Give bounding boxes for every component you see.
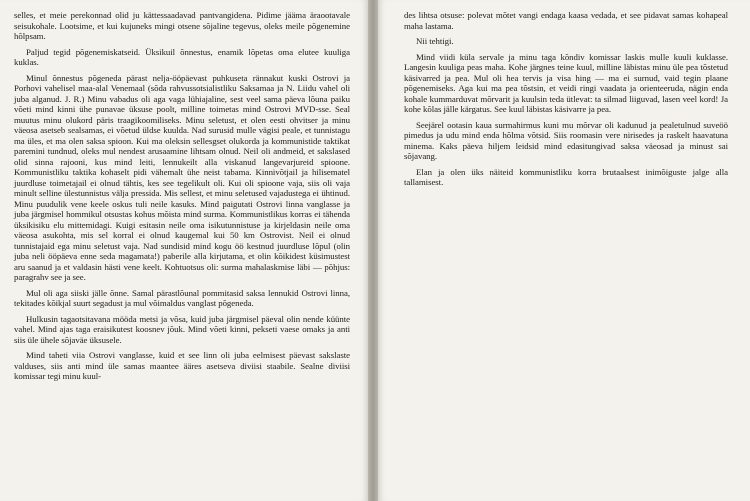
- left-paragraph-4: Mul oli aga siiski jälle õnne. Samal pärastlõunal pommitasid saksa lennukid Ostrovi linna, tekitades kõikjal suurt segadust ja mul võimaldus vanglast põgeneda.: [14, 287, 350, 308]
- right-paragraph-2: Nii tehtigi.: [416, 36, 454, 46]
- left-page: [0, 0, 368, 501]
- right-paragraph-1: des lihtsa otsuse: polevat mõtet vangi endaga kaasa vedada, et see pidavat samas kohapeal maha lastama.: [404, 10, 728, 31]
- right-paragraph-4: Seejärel ootasin kaua surmahirmus kuni mu mõrvar oli kadunud ja pealetulnud suveöö pimedus ja udu mind enda hõlma võtsid. Siis roomasin vere nirisedes ja raskelt haavatuna minema. Kaks päeva hiljem leidsid mind edasitungivad saksa väeosad ja minust sai sõjavang.: [404, 119, 728, 161]
- right-paragraph-3: Mind viidi küla servale ja minu taga kõndiv komissar laskis mulle kuuli kuklasse. Langesin kuuliga peas maha. Kohe järgnes teine kuul, milline läbistas minu üle pea tõstetud käsivarred ja pea. Mul oli hea tervis ja visa hing — ma ei surnud, vaid tegin plaane põgenemiseks. Aga kui ma pea tõstsin, et veidi ringi vaadata ja orienteeruda, nägin enda kohale kummarduvat mõrvarit ja kuulsin teda ütlevat: ta silmad liiguvad, lasen veel kord! Ja kohe kõlas jälle kärgatus. See kuul läbistas käsivarre ja pea.: [404, 51, 728, 114]
- left-paragraph-6: Mind taheti viia Ostrovi vanglasse, kuid et see linn oli juba eelmisest päevast sakslaste valduses, siis anti mind üle samas maantee ääres asetseva diviisi staabile. Sealne diviisi komissar tegi minu kuul-: [14, 350, 350, 381]
- left-paragraph-5: Hulkusin tagaotsitavana mööda metsi ja võsa, kuid juba järgmisel päeval olin nende küünte vahel. Mind ajas taga eraisikutest koosnev jõuk. Mind võeti kinni, pekseti vaese omaks ja anti siis üle ühele sõjaväe üksusele.: [14, 313, 350, 345]
- left-paragraph-3: Minul õnnestus põgeneda pärast nelja-ööpäevast puhkuseta rännakut kuski Ostrovi ja Porhovi vahelisel maa-alal Venemaal (sõda rahvussotsialistliku Saksamaa ja N. Liidu vahel oli juba alganud. J. R.) Minu vabadus oli aga vaga lühiajaline, sest veel sama päeva lõuna paiku võeti mind kinni ühe punavae üksuse poolt, milline toimetas mind Ostrovi MVD-sse. Seal muutus minu olukord päris traagikoomiliseks. Minu seletust, et olen eesti ohvitser ja minu väeosa asetseb sealsamas, ei võetud üldse kuulda. Nad surusid mulle vägisi peale, et tunnistagu ma üles, et ma olen saksa spioon. Kui ma oleksin sellesgset olukorda ja kommunistide taktikat paremini tundnud, oleks mul nendest arusaamine lihtsam olnud. Neil oli andmeid, et sakslased olid sinna rajooni, kus mind leiti, lennukeilt alla viskanud langevarjureid spioone. Kommunistliku taktika kohaselt pidi vähemalt ühe neist tabama. Kinnivõtjail ja hilisematel juurdluse toimetajail ei olnud tähtis, kes see tegelikult oli. Kui oli spioone vaja, siis oli vaja minult selline ülestunnistus välja pressida. Mis sellest, et minu seletused vajadustega ei ühtinud. Minu puudulik vene keele oskus tuli neile kasuks. Mind paigutati Ostrovi linna vanglasse ja juba järgmisel hommikul otsustas kohus mõista mind surma. Kommunistlikus korras ei tähenda üksikisiku elu mittemidagi. Kuigi esitasin neile oma isikutunnistuse ja kirjeldasin neile oma väeosa asukohta, mis sel korral ei olnud kaugemal kui 50 km Ostrovist. Neil ei olnud tunnistajaid ega minu seletust vaja. Nad sundisid mind kogu öö kestnud juurdluse lõpul (olin juba neli ööpäeva enne seda magamata!) paberile alla kirjutama, et olin kõikidest küsimustest aru saanud ja et valdasin hästi vene keelt. Kohtuotsus oli: surma mahalaskmise läbi — põhjus: paragrahv see ja see.: [14, 72, 350, 282]
- right-paragraph-5: Elan ja olen üks näiteid kommunistliku korra brutaalsest inimõiguste jalge alla tallamisest.: [404, 166, 728, 187]
- left-paragraph-2: Paljud tegid põgenemiskatseid. Üksikuil õnnestus, enamik lõpetas oma elutee kuuliga kuklas.: [14, 46, 350, 67]
- left-paragraph-1: selles, et meie perekonnad olid ju kättessaadavad pantvangidena. Pidime jääma äraootavale seisukohale. Lootsime, et kui kujuneks mingi otsene sõjaline tegevus, oleks meile põgenemine hõlpsam.: [14, 10, 350, 41]
- right-page: [378, 0, 750, 501]
- book-gutter: [368, 0, 378, 501]
